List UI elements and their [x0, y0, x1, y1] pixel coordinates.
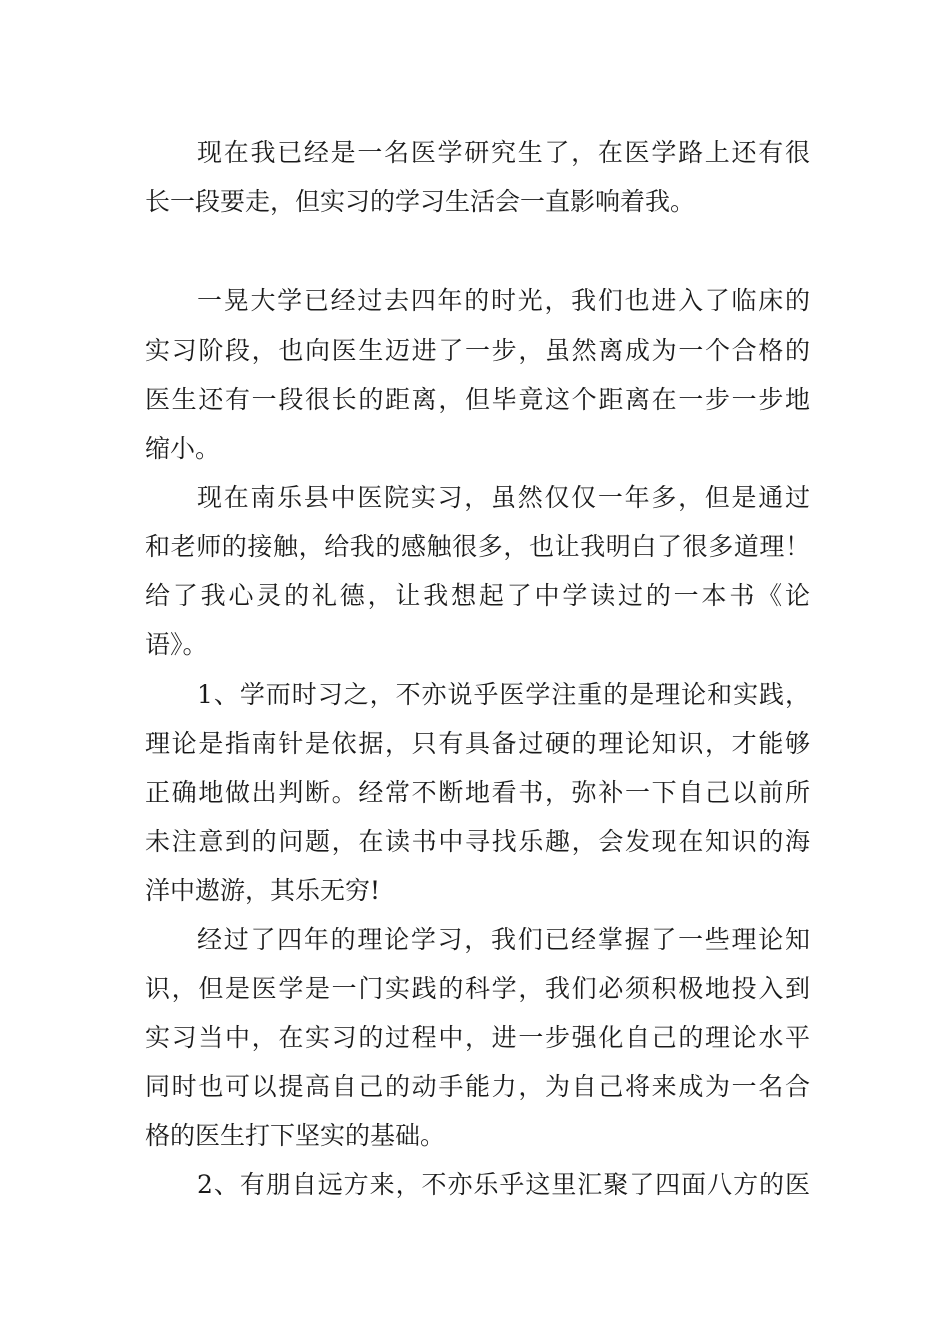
paragraph-3-line-3: 给了我心灵的礼德，让我想起了中学读过的一本书《论 — [145, 581, 810, 610]
paragraph-1-line-2: 长一段要走，但实习的学习生活会一直影响着我。 — [145, 187, 696, 216]
paragraph-5-line-1: 经过了四年的理论学习，我们已经掌握了一些理论知 — [197, 925, 810, 954]
paragraph-6-line-1: 2、有朋自远方来，不亦乐乎这里汇聚了四面八方的医 — [197, 1170, 810, 1199]
paragraph-4-line-1: 1、学而时习之，不亦说乎医学注重的是理论和实践， — [197, 680, 810, 709]
paragraph-2-line-2: 实习阶段，也向医生迈进了一步，虽然离成为一个合格的 — [145, 336, 810, 365]
paragraph-5-line-5: 格的医生打下坚实的基础。 — [145, 1121, 446, 1150]
paragraph-5-line-2: 识，但是医学是一门实践的科学，我们必须积极地投入到 — [145, 974, 810, 1003]
paragraph-2-line-4: 缩小。 — [145, 434, 221, 463]
paragraph-5-line-3: 实习当中，在实习的过程中，进一步强化自己的理论水平 — [145, 1023, 810, 1052]
paragraph-4-line-3: 正确地做出判断。经常不断地看书，弥补一下自己以前所 — [145, 778, 810, 807]
paragraph-5-line-4: 同时也可以提高自己的动手能力，为自己将来成为一名合 — [145, 1072, 810, 1101]
paragraph-3-line-2: 和老师的接触，给我的感触很多，也让我明白了很多道理！ — [145, 532, 810, 561]
paragraph-3-line-1: 现在南乐县中医院实习，虽然仅仅一年多，但是通过 — [197, 483, 810, 512]
paragraph-1-line-1: 现在我已经是一名医学研究生了，在医学路上还有很 — [197, 138, 810, 167]
paragraph-3-line-4: 语》。 — [145, 630, 208, 659]
paragraph-4-line-2: 理论是指南针是依据，只有具备过硬的理论知识，才能够 — [145, 729, 810, 758]
paragraph-2-line-3: 医生还有一段很长的距离，但毕竟这个距离在一步一步地 — [145, 385, 810, 414]
paragraph-4-line-5: 洋中遨游，其乐无穷! — [145, 876, 381, 905]
paragraph-2-line-1: 一晃大学已经过去四年的时光，我们也进入了临床的 — [197, 286, 810, 315]
paragraph-4-line-4: 未注意到的问题，在读书中寻找乐趣，会发现在知识的海 — [145, 827, 810, 856]
